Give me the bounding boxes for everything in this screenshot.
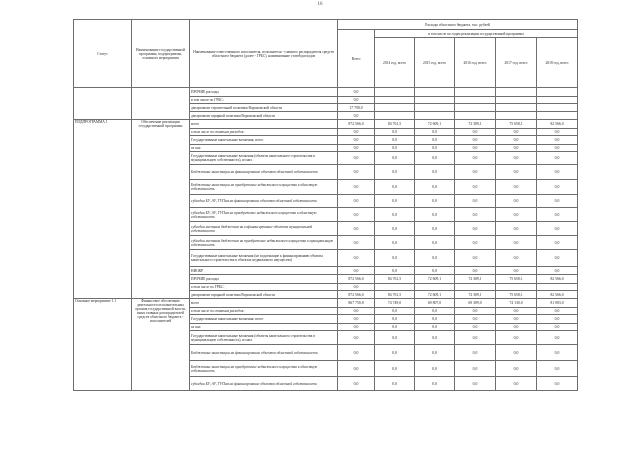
value-cell: 0,0 (496, 145, 537, 152)
value-cell: 0,0 (338, 222, 375, 236)
value-cell: 72 389,1 (455, 275, 496, 284)
value-cell: 0,0 (496, 361, 537, 377)
row-label: субсидии БУ, АУ, ГУПам на финансирование объектов областной собственности (190, 195, 338, 208)
value-cell (537, 88, 578, 97)
value-cell: 72 609,1 (415, 291, 455, 299)
value-cell: 0,0 (338, 377, 375, 391)
row-label: НИОКР (190, 267, 338, 275)
value-cell: 0,0 (537, 145, 578, 152)
value-cell: 72 609,1 (415, 275, 455, 284)
value-cell (537, 104, 578, 112)
value-cell: 74 130,0 (496, 299, 537, 308)
value-cell: 0,0 (375, 195, 415, 208)
value-cell: 0,0 (537, 129, 578, 136)
value-cell: 0,0 (496, 377, 537, 391)
value-cell (455, 112, 496, 120)
value-cell: 0,0 (338, 250, 375, 267)
value-cell: 0,0 (537, 361, 578, 377)
value-cell: 0,0 (455, 165, 496, 180)
value-cell: 0,0 (415, 331, 455, 345)
program-name-cell: Обеспечение реализации государственной программы (132, 120, 190, 299)
value-cell: 0,0 (415, 315, 455, 324)
row-label: всего (190, 120, 338, 129)
row-label: департамент аграрной политики Воронежской области (190, 112, 338, 120)
value-cell: 0,0 (338, 129, 375, 136)
value-cell: 0,0 (338, 208, 375, 222)
value-cell: 0,0 (455, 345, 496, 361)
value-cell: 0,0 (338, 195, 375, 208)
status-cell (74, 88, 132, 120)
value-cell: 0,0 (415, 180, 455, 195)
value-cell: 0,0 (338, 308, 375, 315)
value-cell: 72 389,1 (455, 120, 496, 129)
program-name-cell: Финансовое обеспечение деятельности исполнительных органов государственной власти, иных главных распорядителей средств областного бюджета - исполнителей (132, 299, 190, 391)
row-label: департамент строительной политики Воронежской области (190, 104, 338, 112)
value-cell: 0,0 (496, 152, 537, 165)
row-label: ПРОЧИЕ расходы (190, 88, 338, 97)
value-cell: 0,0 (338, 180, 375, 195)
value-cell: 0,0 (375, 250, 415, 267)
value-cell: 0,0 (537, 208, 578, 222)
value-cell (375, 97, 415, 104)
value-cell: 0,0 (496, 236, 537, 250)
value-cell: 0,0 (537, 267, 578, 275)
value-cell (537, 284, 578, 291)
value-cell: 0,0 (375, 136, 415, 145)
value-cell (415, 97, 455, 104)
row-label: Бюджетные инвестиции на приобретение недвижимого имущества в областную собственность (190, 361, 338, 377)
value-cell (415, 88, 455, 97)
value-cell: 872 566,0 (338, 291, 375, 299)
value-cell: 0,0 (415, 267, 455, 275)
value-cell: 0,0 (415, 324, 455, 331)
value-cell: 0,0 (415, 145, 455, 152)
value-cell (415, 104, 455, 112)
value-cell: 0,0 (415, 222, 455, 236)
value-cell: 0,0 (496, 222, 537, 236)
value-cell: 75 658,1 (496, 120, 537, 129)
value-cell: 75 658,1 (496, 291, 537, 299)
value-cell: 0,0 (455, 136, 496, 145)
value-cell: 0,0 (455, 145, 496, 152)
value-cell: 0,0 (338, 165, 375, 180)
value-cell: 0,0 (338, 236, 375, 250)
value-cell: 0,0 (455, 152, 496, 165)
value-cell: 0,0 (415, 208, 455, 222)
value-cell: 74 749,0 (375, 299, 415, 308)
row-label: из них: (190, 145, 338, 152)
value-cell: 17 790,0 (338, 104, 375, 112)
value-cell: 0,0 (455, 195, 496, 208)
value-cell: 75 658,1 (496, 275, 537, 284)
value-cell: 867 750,8 (338, 299, 375, 308)
table-row (74, 299, 578, 308)
value-cell (537, 97, 578, 104)
value-cell: 72 389,1 (455, 291, 496, 299)
value-cell: 0,0 (338, 97, 375, 104)
header-program-name: Наименование государственной программы, подпрограммы, основного мероприятия (132, 20, 190, 88)
value-cell: 0,0 (537, 195, 578, 208)
value-cell: 0,0 (338, 345, 375, 361)
value-cell: 0,0 (537, 222, 578, 236)
row-label: Государственные капитальные вложения (объекты капитального строительства в муниципальную собственность), из них (190, 152, 338, 165)
value-cell: 0,0 (415, 250, 455, 267)
value-cell: 0,0 (496, 308, 537, 315)
header-expenses-group: Расходы областного бюджета, тыс. рублей (338, 20, 578, 30)
value-cell: 0,0 (496, 195, 537, 208)
row-label: в том числе по статьям расходов: (190, 308, 338, 315)
value-cell: 0,0 (537, 152, 578, 165)
value-cell: 0,0 (455, 377, 496, 391)
value-cell: 0,0 (375, 152, 415, 165)
value-cell: 0,0 (537, 324, 578, 331)
value-cell: 0,0 (455, 308, 496, 315)
value-cell (415, 284, 455, 291)
value-cell: 0,0 (375, 308, 415, 315)
row-label: Бюджетные инвестиции на финансирование объектов областной собственности (190, 345, 338, 361)
header-year: 2017 год, всего (496, 38, 537, 88)
value-cell (375, 88, 415, 97)
value-cell (455, 284, 496, 291)
row-label: Бюджетные инвестиции на приобретение недвижимого имущества в областную собственность (190, 180, 338, 195)
value-cell: 0,0 (375, 208, 415, 222)
value-cell: 0,0 (415, 165, 455, 180)
value-cell: 0,0 (415, 136, 455, 145)
value-cell: 0,0 (338, 152, 375, 165)
value-cell: 0,0 (375, 315, 415, 324)
row-label: департамент аграрной политики Воронежской области (190, 291, 338, 299)
row-label: всего (190, 299, 338, 308)
value-cell: 0,0 (338, 88, 375, 97)
value-cell (375, 112, 415, 120)
value-cell: 84 761,5 (375, 291, 415, 299)
value-cell: 0,0 (496, 165, 537, 180)
value-cell: 0,0 (496, 345, 537, 361)
value-cell: 0,0 (537, 180, 578, 195)
value-cell: 0,0 (537, 165, 578, 180)
row-label: субсидии местным бюджетам на софинансирование объектов муниципальной собственности (190, 222, 338, 236)
value-cell: 0,0 (415, 152, 455, 165)
value-cell: 0,0 (375, 267, 415, 275)
value-cell: 0,0 (496, 129, 537, 136)
value-cell: 0,0 (537, 236, 578, 250)
value-cell: 0,0 (338, 331, 375, 345)
row-label: Государственные капитальные вложения, всего (190, 315, 338, 324)
value-cell: 72 609,1 (415, 120, 455, 129)
header-year: 2018 год, всего (537, 38, 578, 88)
value-cell: 0,0 (338, 145, 375, 152)
value-cell: 0,0 (537, 345, 578, 361)
value-cell (496, 88, 537, 97)
table-row (74, 120, 578, 129)
value-cell (375, 104, 415, 112)
value-cell: 0,0 (415, 377, 455, 391)
value-cell: 0,0 (496, 315, 537, 324)
header-year: 2015 год, всего (415, 38, 455, 88)
value-cell: 0,0 (415, 361, 455, 377)
value-cell: 0,0 (375, 129, 415, 136)
header-by-year: в том числе по годам реализации государственной программы (375, 30, 578, 38)
value-cell: 0,0 (415, 345, 455, 361)
value-cell: 69 389,0 (455, 299, 496, 308)
value-cell: 872 566,0 (338, 275, 375, 284)
value-cell: 69 807,0 (415, 299, 455, 308)
value-cell: 0,0 (375, 345, 415, 361)
value-cell: 82 566,0 (537, 291, 578, 299)
row-label: ПРОЧИЕ расходы (190, 275, 338, 284)
value-cell: 0,0 (537, 315, 578, 324)
value-cell (455, 88, 496, 97)
row-label: Государственные капитальные вложения (объекты капитального строительства в муниципальную собственность), из них (190, 331, 338, 345)
status-cell: Основное мероприятие 1.1 (74, 299, 132, 391)
value-cell: 84 761,5 (375, 275, 415, 284)
value-cell: 0,0 (455, 315, 496, 324)
value-cell: 0,0 (375, 165, 415, 180)
value-cell: 0,0 (375, 361, 415, 377)
value-cell (415, 112, 455, 120)
value-cell: 0,0 (496, 331, 537, 345)
header-year: 2016 год, всего (455, 38, 496, 88)
value-cell: 0,0 (375, 236, 415, 250)
value-cell: 0,0 (455, 361, 496, 377)
row-label: в том числе по ГРБС: (190, 284, 338, 291)
value-cell: 0,0 (455, 267, 496, 275)
value-cell: 0,0 (537, 136, 578, 145)
value-cell: 0,0 (415, 195, 455, 208)
value-cell: 0,0 (375, 331, 415, 345)
row-label: из них: (190, 324, 338, 331)
value-cell: 0,0 (338, 315, 375, 324)
value-cell: 0,0 (455, 324, 496, 331)
row-label: субсидии местным бюджетам на приобретение недвижимого имущества в муниципальную собственность (190, 236, 338, 250)
value-cell: 84 761,5 (375, 120, 415, 129)
value-cell: 0,0 (375, 377, 415, 391)
row-label: Бюджетные инвестиции на финансирование объектов областной собственности (190, 165, 338, 180)
row-label: субсидии БУ, АУ, ГУПам на финансирование объектов областной собственности (190, 377, 338, 391)
value-cell: 81 083,0 (537, 299, 578, 308)
value-cell: 0,0 (537, 377, 578, 391)
value-cell: 0,0 (338, 324, 375, 331)
value-cell (455, 97, 496, 104)
value-cell: 0,0 (375, 145, 415, 152)
value-cell: 82 566,0 (537, 275, 578, 284)
value-cell: 0,0 (338, 284, 375, 291)
value-cell (375, 284, 415, 291)
value-cell (496, 284, 537, 291)
value-cell: 0,0 (455, 180, 496, 195)
value-cell (496, 112, 537, 120)
value-cell: 0,0 (496, 180, 537, 195)
value-cell: 0,0 (496, 208, 537, 222)
value-cell: 0,0 (415, 236, 455, 250)
value-cell: 0,0 (496, 136, 537, 145)
page-number: 16 (317, 2, 323, 7)
value-cell: 0,0 (537, 250, 578, 267)
value-cell: 0,0 (455, 236, 496, 250)
value-cell: 0,0 (496, 267, 537, 275)
program-name-cell (132, 88, 190, 120)
row-label: Государственные капитальные вложения (не подлежащие к финансированию объекты капитального строительства в объектах недвижимого имущества) (190, 250, 338, 267)
value-cell (537, 112, 578, 120)
value-cell: 0,0 (338, 267, 375, 275)
row-label: в том числе по ГРБС: (190, 97, 338, 104)
table-row (74, 20, 578, 30)
value-cell (455, 104, 496, 112)
value-cell (496, 104, 537, 112)
row-label: в том числе по статьям расходов: (190, 129, 338, 136)
value-cell: 0,0 (496, 250, 537, 267)
value-cell: 0,0 (375, 222, 415, 236)
value-cell: 0,0 (455, 208, 496, 222)
header-executor: Наименование ответственного исполнителя, исполнителя - главного распорядителя средств областного бюджета (далее - ГРБС), наименование статей расходов (190, 20, 338, 88)
header-status: Статус (74, 20, 132, 88)
value-cell: 0,0 (375, 324, 415, 331)
row-label: Государственные капитальные вложения, всего (190, 136, 338, 145)
value-cell: 0,0 (537, 308, 578, 315)
value-cell: 0,0 (455, 222, 496, 236)
value-cell: 0,0 (338, 136, 375, 145)
value-cell (496, 97, 537, 104)
value-cell: 82 566,0 (537, 120, 578, 129)
header-year: 2014 год, всего (375, 38, 415, 88)
value-cell: 0,0 (455, 331, 496, 345)
value-cell: 872 566,0 (338, 120, 375, 129)
value-cell: 0,0 (338, 112, 375, 120)
value-cell: 0,0 (496, 324, 537, 331)
header-total: Всего (338, 30, 375, 88)
row-label: субсидии БУ, АУ, ГУПам на приобретение недвижимого имущества в областную собственность (190, 208, 338, 222)
value-cell: 0,0 (375, 180, 415, 195)
value-cell: 0,0 (537, 331, 578, 345)
value-cell: 0,0 (455, 129, 496, 136)
table-row (74, 88, 578, 97)
value-cell: 0,0 (415, 129, 455, 136)
value-cell: 0,0 (338, 361, 375, 377)
expenses-table (73, 19, 578, 391)
status-cell: ПОДПРОГРАММА 1 (74, 120, 132, 299)
value-cell: 0,0 (415, 308, 455, 315)
value-cell: 0,0 (455, 250, 496, 267)
